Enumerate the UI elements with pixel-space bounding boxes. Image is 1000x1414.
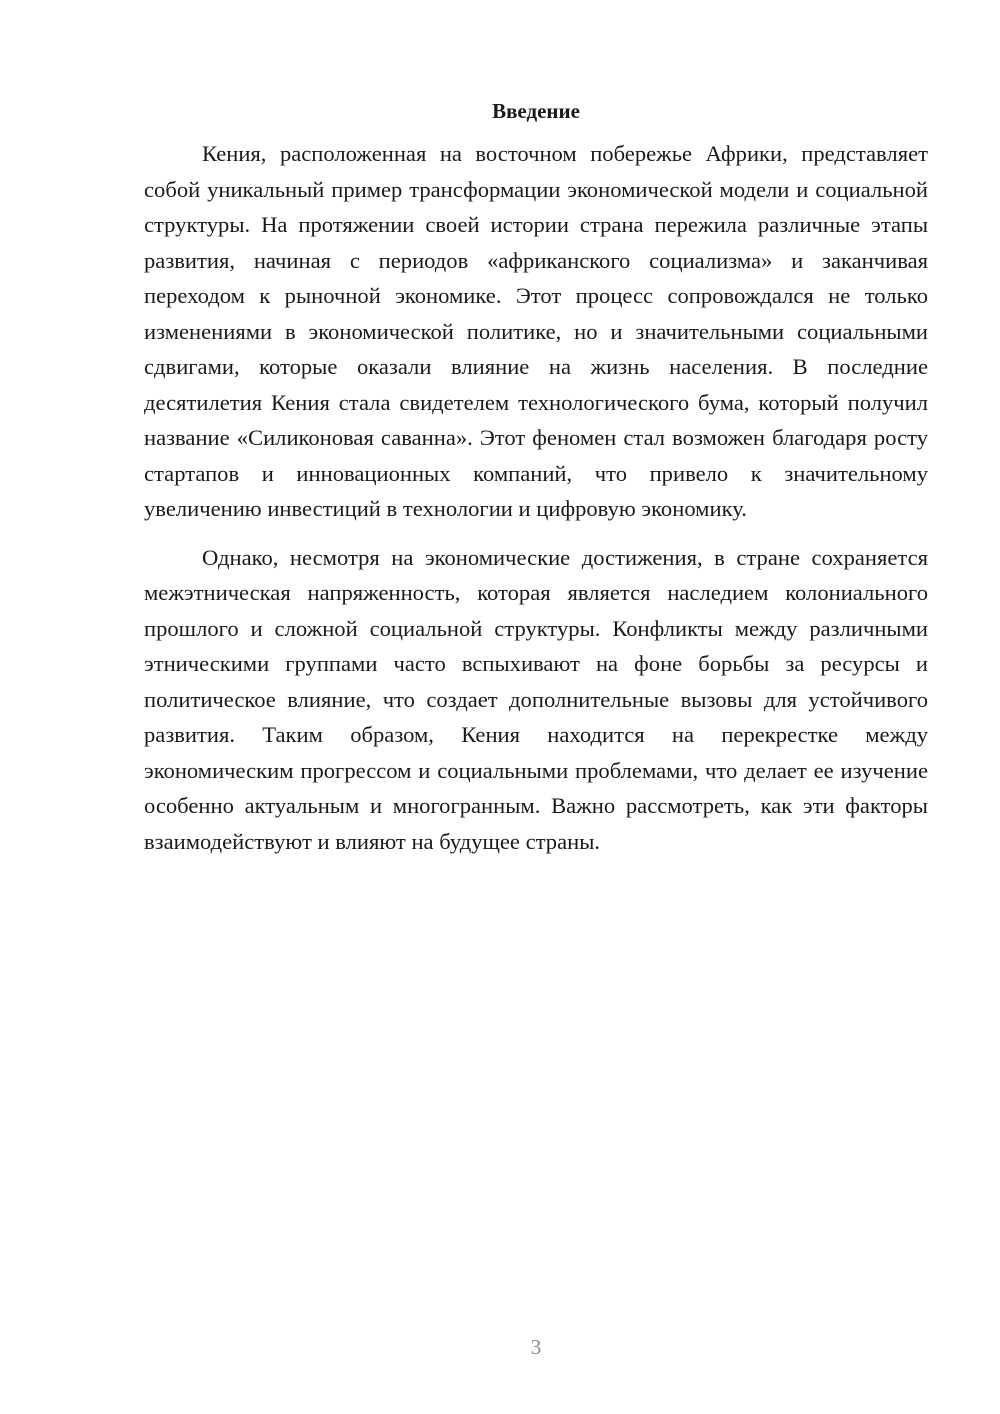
section-heading: Введение — [492, 99, 580, 123]
page-content — [144, 96, 928, 859]
paragraph-2: Однако, несмотря на экономические достижения, в стране сохраняется межэтническая напряженность, которая является наследием колониального прошлого и сложной социальной структуры. Конфликты между различными этническими группами часто вспыхивают на фоне борьбы за ресурсы и политическое влияние, что создает дополнительные вызовы для устойчивого развития. Таким образом, Кения находится на перекрестке между экономическим прогрессом и социальными проблемами, что делает ее изучение особенно актуальным и многогранным. Важно рассмотреть, как эти факторы взаимодействуют и влияют на будущее страны. — [144, 544, 928, 854]
page-number: 3 — [530, 1335, 542, 1359]
paragraph-1: Кения, расположенная на восточном побережье Африки, представляет собой уникальный пример трансформации экономической модели и социальной структуры. На протяжении своей истории страна пережила различные этапы развития, начиная с периодов «африканского социализма» и заканчивая переходом к рыночной экономике. Этот процесс сопровождался не только изменениями в экономической политике, но и значительными социальными сдвигами, которые оказали влияние на жизнь населения. В последние десятилетия Кения стала свидетелем технологического бума, который получил название «Силиконовая саванна». Этот феномен стал возможен благодаря росту стартапов и инновационных компаний, что привело к значительному увеличению инвестиций в технологии и цифровую экономику. — [144, 141, 928, 521]
